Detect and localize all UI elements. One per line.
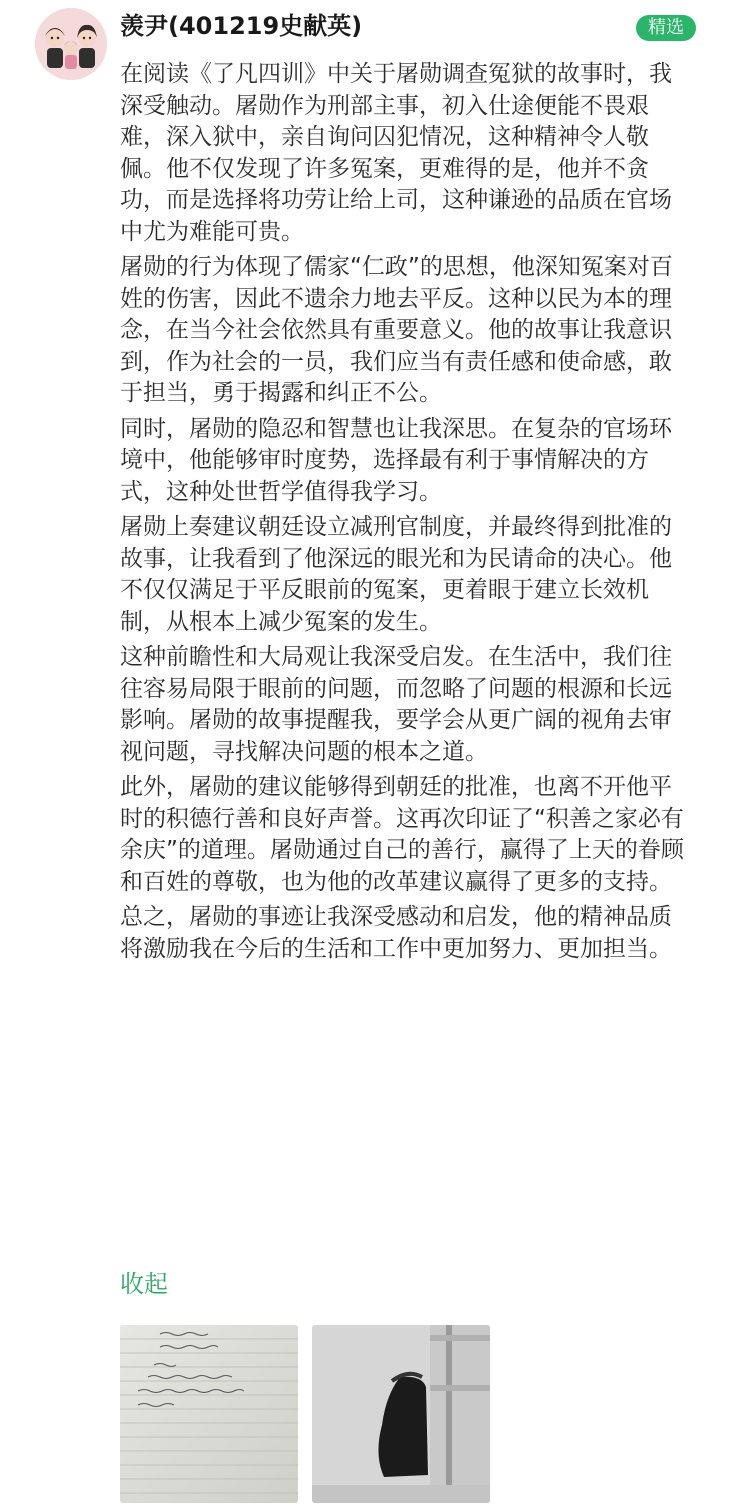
paragraph: 此外，屠勋的建议能够得到朝廷的批准，也离不开他平时的积德行善和良好声誉。这再次印证了“积善之家必有余庆”的道理。屠勋通过自己的善行，赢得了上天的眷顾和百姓的尊敬，也为他的改革建议赢得了更多的支持。	[120, 774, 684, 895]
notebook-photo	[120, 1325, 298, 1503]
paragraph: 屠勋的行为体现了儒家“仁政”的思想，他深知冤案对百姓的伤害，因此不遗余力地去平反。这种以民为本的理念，在当今社会依然具有重要意义。他的故事让我意识到，作为社会的一员，我们应当有责任感和使命感，敢于担当，勇于揭露和纠正不公。	[120, 254, 673, 406]
paragraph: 同时，屠勋的隐忍和智慧也让我深思。在复杂的官场环境中，他能够审时度势，选择最有利于事情解决的方式，这种处世哲学值得我学习。	[120, 415, 672, 505]
featured-badge: 精选	[636, 15, 696, 41]
paragraph: 总之，屠勋的事迹让我深受感动和启发，他的精神品质将激励我在今后的生活和工作中更加努力、更加担当。	[120, 904, 672, 962]
paragraph: 在阅读《了凡四训》中关于屠勋调查冤狱的故事时，我深受触动。屠勋作为刑部主事，初入仕途便能不畏艰难，深入狱中，亲自询问囚犯情况，这种精神令人敬佩。他不仅发现了许多冤案，更难得的是，他并不贪功，而是选择将功劳让给上司，这种谦逊的品质在官场中尤为难能可贵。	[120, 61, 672, 245]
photo-thumbnail-sock[interactable]	[312, 1325, 490, 1503]
author-name[interactable]: 羡尹(401219史献英)	[120, 12, 363, 40]
collapse-link[interactable]: 收起	[120, 1270, 168, 1298]
photo-thumbnail-notebook[interactable]	[120, 1325, 298, 1503]
author-avatar[interactable]	[35, 8, 107, 80]
sock-photo	[312, 1325, 490, 1503]
post-body	[120, 59, 685, 969]
paragraph: 屠勋上奏建议朝廷设立减刑官制度，并最终得到批准的故事，让我看到了他深远的眼光和为民请命的决心。他不仅仅满足于平反眼前的冤案，更着眼于建立长效机制，从根本上减少冤案的发生。	[120, 514, 672, 635]
paragraph: 这种前瞻性和大局观让我深受启发。在生活中，我们往往容易局限于眼前的问题，而忽略了问题的根源和长远影响。屠勋的故事提醒我，要学会从更广阔的视角去审视问题，寻找解决问题的根本之道。	[120, 644, 672, 765]
avatar-family-illustration	[35, 8, 107, 80]
